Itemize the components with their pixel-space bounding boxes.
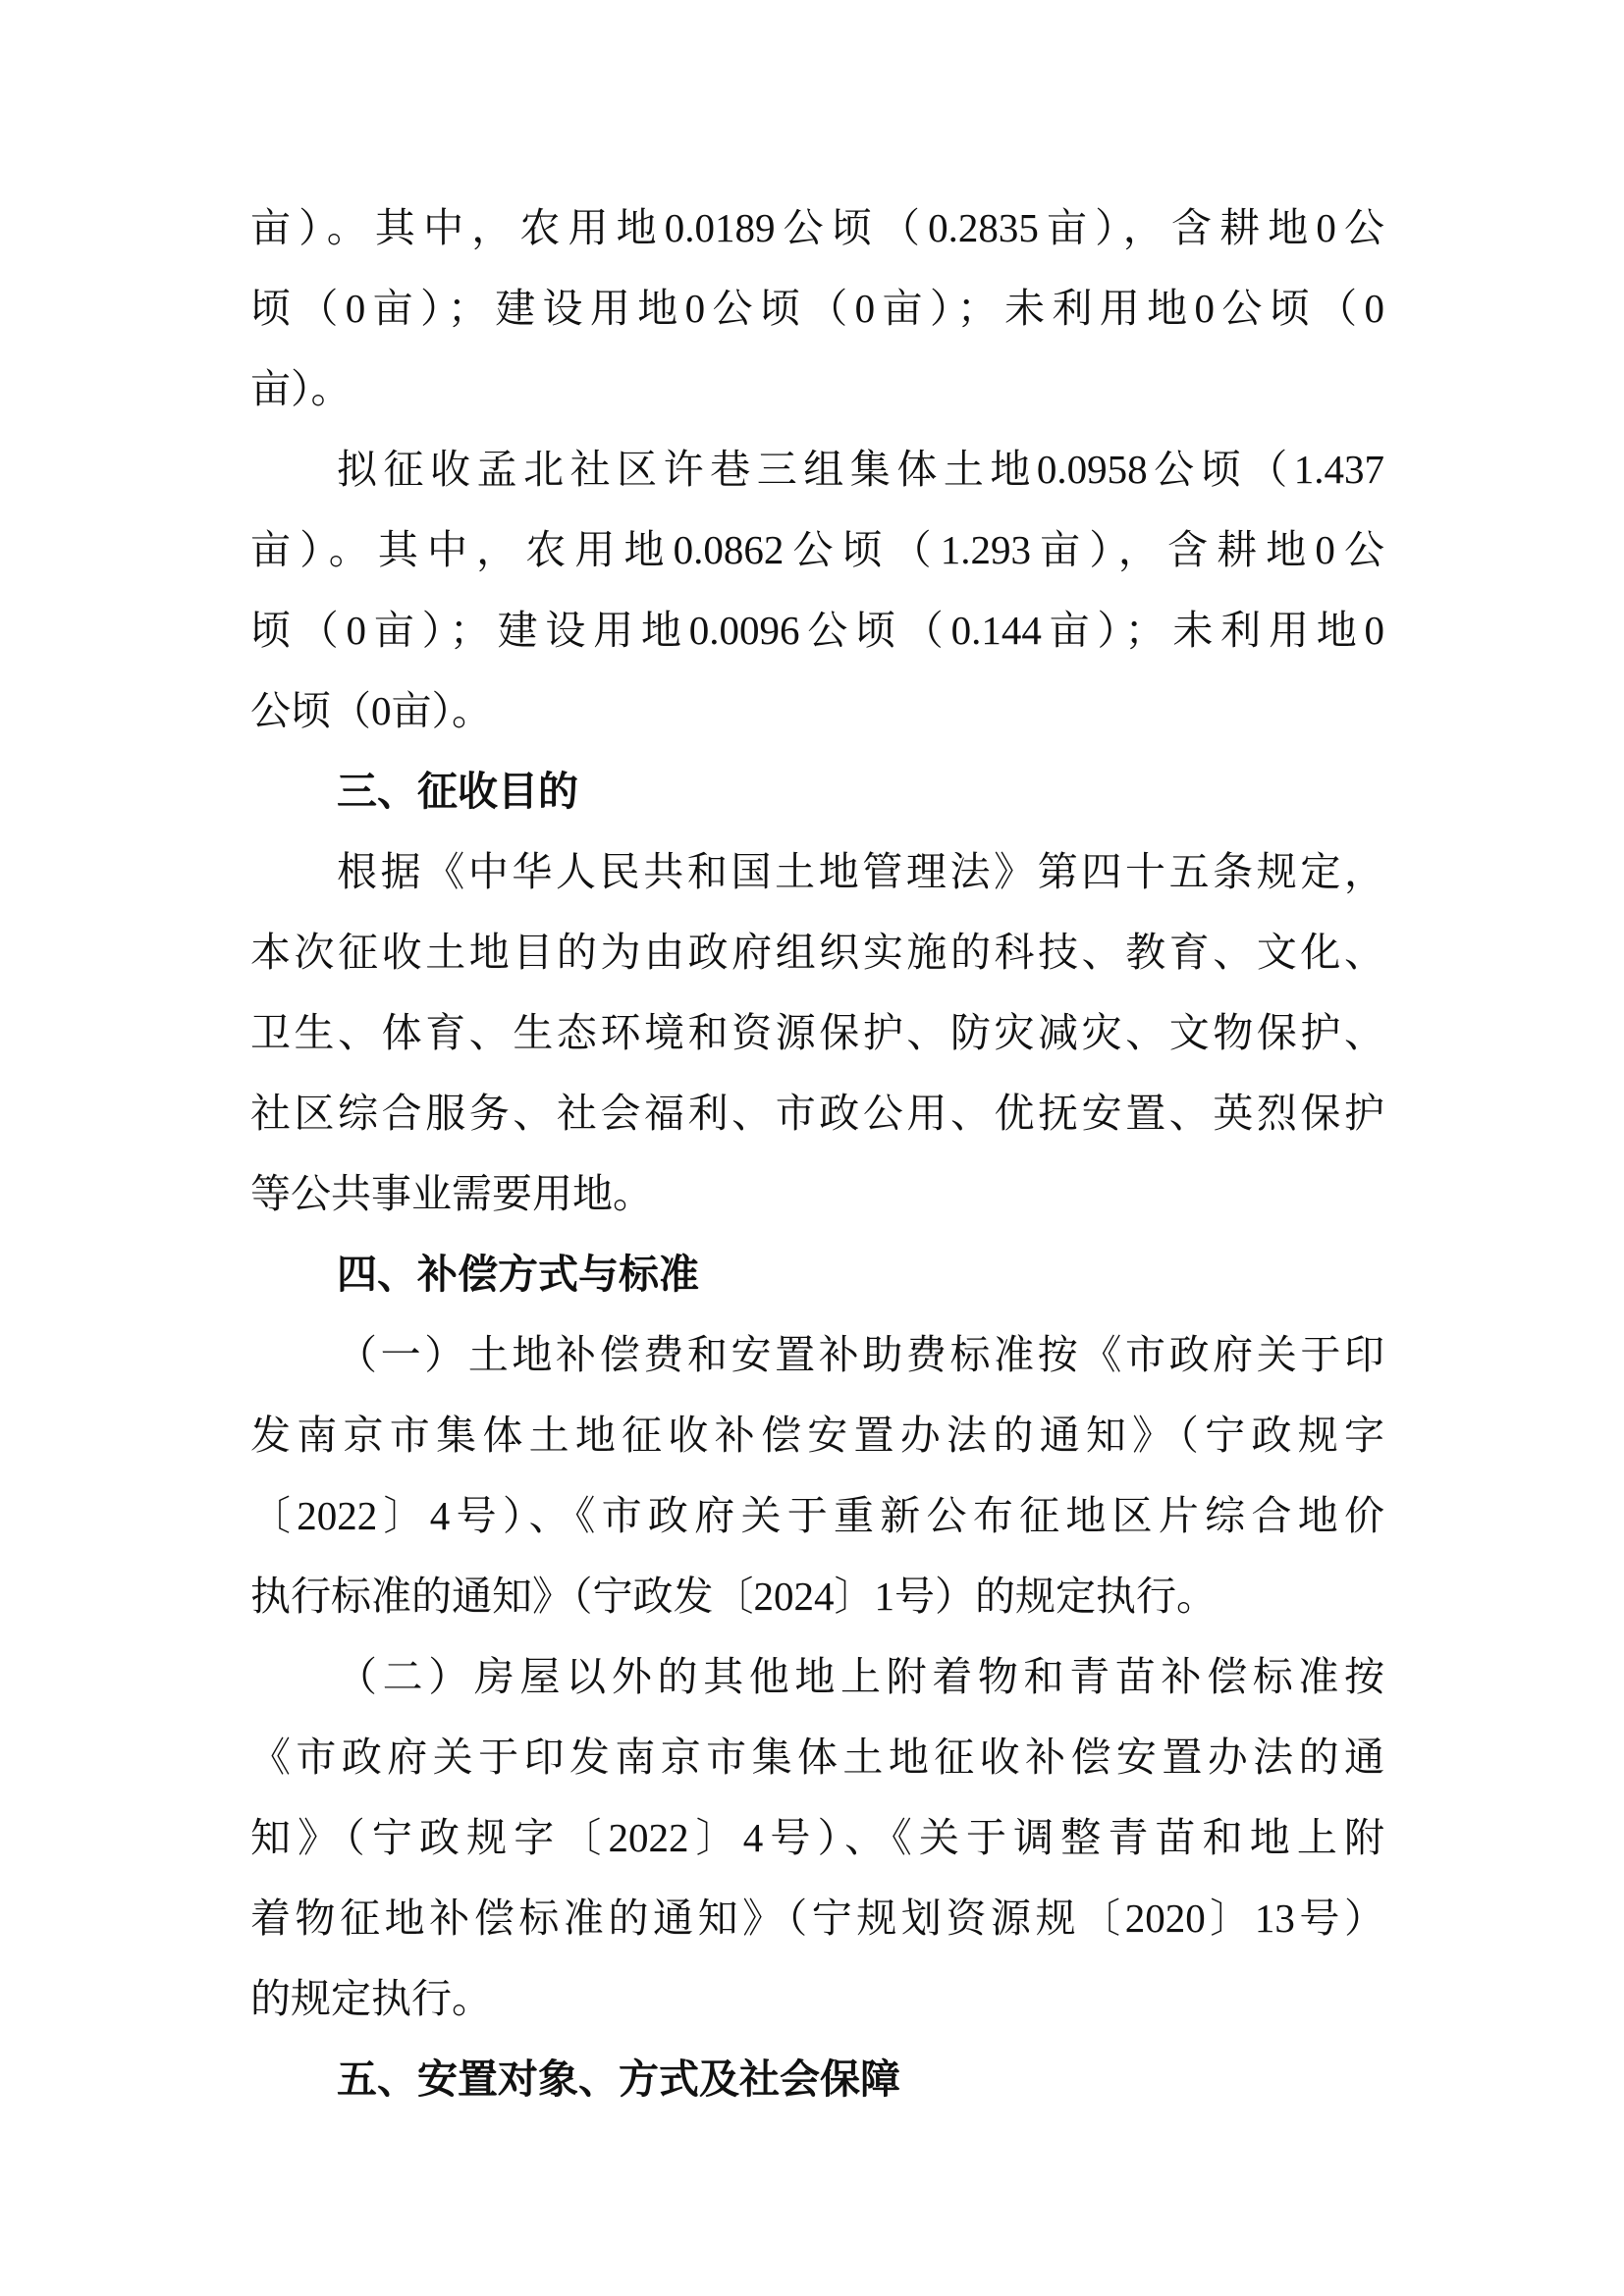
body-line: 根据《中华人民共和国土地管理法》第四十五条规定， [337, 849, 1384, 894]
paragraph-land-area-continued [250, 187, 1384, 429]
body-line: （二）房屋以外的其他地上附着物和青苗补偿标准按 [337, 1654, 1384, 1699]
body-line: 执行标准的通知》（宁政发〔2024〕1号）的规定执行。 [250, 1574, 1217, 1619]
paragraph-purpose [250, 831, 1384, 1234]
body-line: 的规定执行。 [250, 1976, 492, 2021]
document-body [250, 187, 1384, 2119]
body-line: 亩）。其中，农用地0.0862公顷（1.293亩），含耕地0公 [250, 527, 1384, 572]
body-line: 等公共事业需要用地。 [250, 1171, 653, 1216]
section-heading-compensation: 四、补偿方式与标准 [337, 1251, 699, 1298]
body-line: 亩）。其中，农用地0.0189公顷（0.2835亩），含耕地0公 [250, 205, 1384, 250]
body-line: 亩）。 [250, 366, 352, 411]
body-line: （一）土地补偿费和安置补助费标准按《市政府关于印 [337, 1332, 1384, 1377]
body-line: 顷（0亩）；建设用地0.0096公顷（0.144亩）；未利用地0 [250, 608, 1384, 653]
body-line: 《市政府关于印发南京市集体土地征收补偿安置办法的通 [250, 1735, 1384, 1780]
body-line: 公顷（0亩）。 [250, 688, 492, 733]
section-heading-resettlement: 五、安置对象、方式及社会保障 [337, 2056, 900, 2103]
body-line: 发南京市集体土地征收补偿安置办法的通知》（宁政规字 [250, 1413, 1384, 1458]
body-line: 〔2022〕4号）、《市政府关于重新公布征地区片综合地价 [250, 1493, 1384, 1538]
body-line: 社区综合服务、社会福利、市政公用、优抚安置、英烈保护 [250, 1091, 1384, 1136]
paragraph-xuxiang-land [250, 429, 1384, 751]
body-line: 本次征收土地目的为由政府组织实施的科技、教育、文化、 [250, 930, 1384, 975]
section-heading-purpose: 三、征收目的 [337, 768, 578, 815]
body-line: 拟征收孟北社区许巷三组集体土地0.0958公顷（1.437 [337, 447, 1384, 492]
paragraph-compensation-1 [250, 1314, 1384, 1636]
body-line: 顷（0亩）；建设用地0公顷（0亩）；未利用地0公顷（0 [250, 286, 1384, 331]
paragraph-compensation-2 [250, 1636, 1384, 2039]
body-line: 卫生、体育、生态环境和资源保护、防灾减灾、文物保护、 [250, 1010, 1384, 1055]
body-line: 知》（宁政规字〔2022〕4号）、《关于调整青苗和地上附 [250, 1815, 1384, 1860]
body-line: 着物征地补偿标准的通知》（宁规划资源规〔2020〕13号） [250, 1896, 1384, 1941]
